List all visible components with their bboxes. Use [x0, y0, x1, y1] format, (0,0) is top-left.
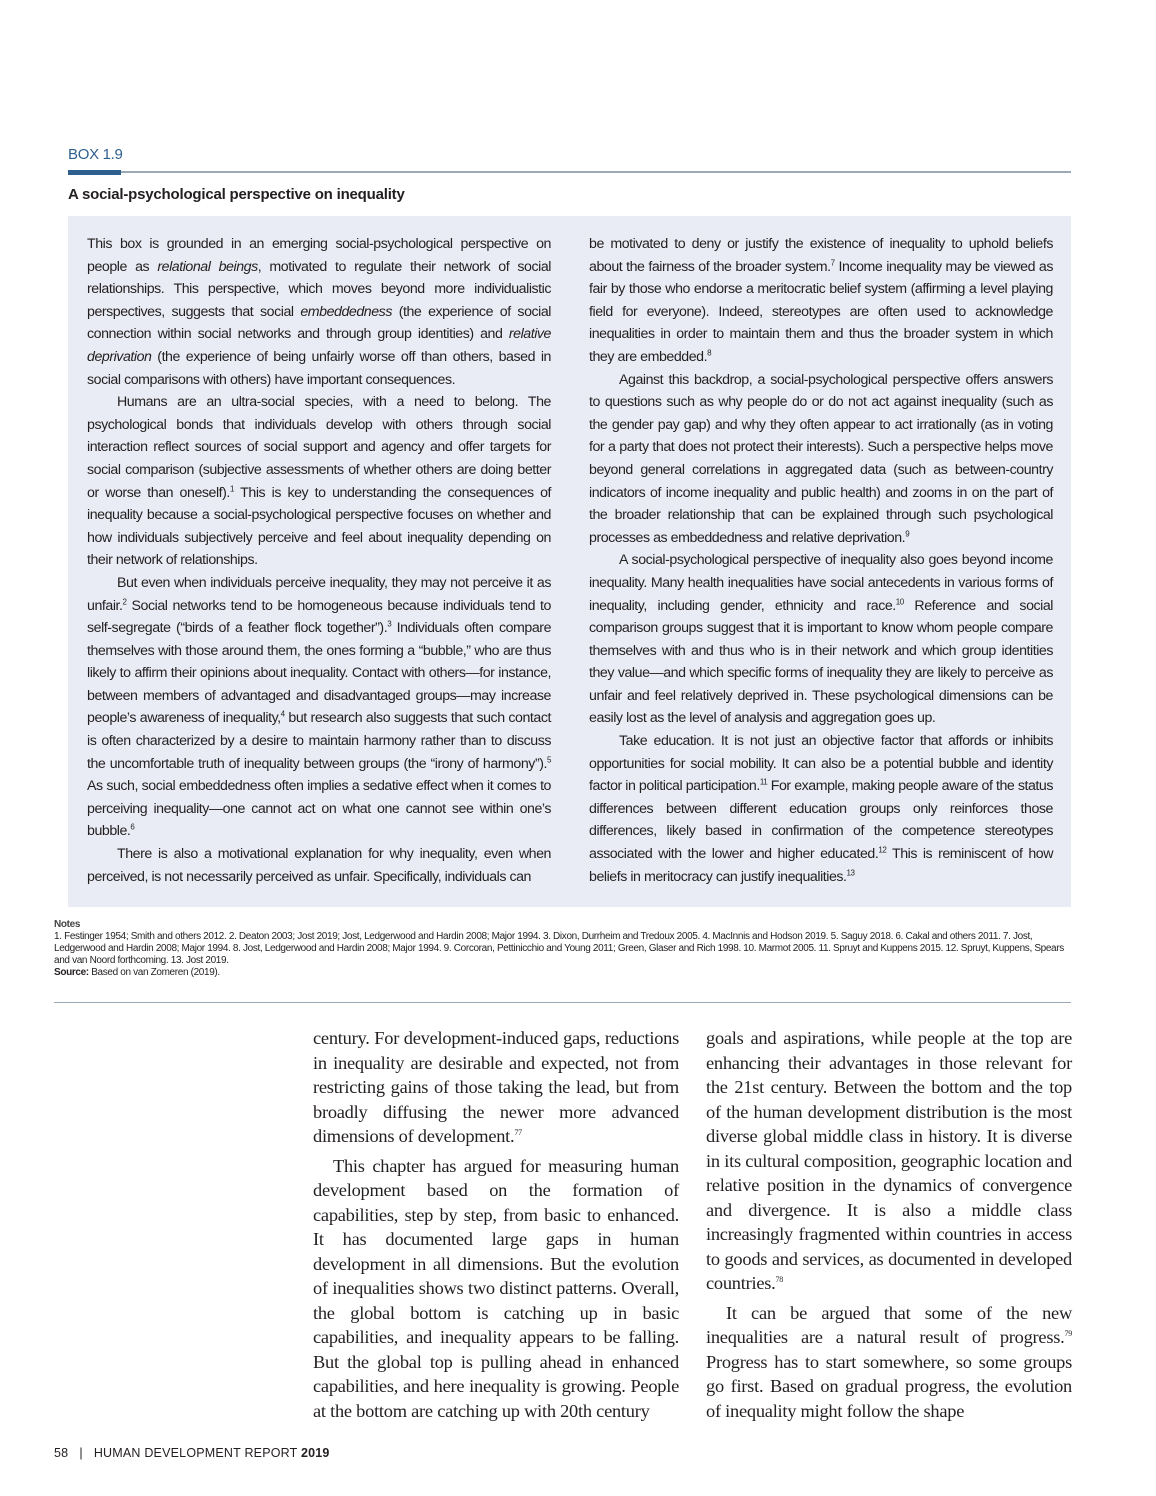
notes-heading: Notes	[54, 919, 81, 930]
body-column-left	[313, 1026, 679, 1423]
text-run: This box is grounded in an emerging social-psychological perspective on people as	[87, 236, 551, 275]
notes-rule	[54, 1002, 1071, 1003]
footnote-ref: 10	[895, 596, 904, 606]
paragraph	[87, 233, 551, 391]
footnote-ref: 77	[514, 1127, 522, 1137]
footnote-ref: 1	[229, 483, 234, 493]
text-run: Income inequality may be viewed as fair by those who endorse a meritocratic belief system (affirming a level playing field for everyone). Indeed, stereotypes are often used to acknowledge inequalities in order to maintain them and thus the broader system in which they are embedded.	[589, 258, 1053, 365]
text-run: relational beings	[157, 258, 258, 275]
text-run: This is key to understanding the consequences of inequality because a social-psychological perspective focuses on whether and how individuals subjectively perceive and feel about inequality depending on their network of relationships.	[87, 484, 551, 569]
paragraph	[706, 1301, 1072, 1424]
footnote-ref: 79	[1064, 1328, 1072, 1338]
box-rule	[68, 171, 1071, 173]
paragraph	[313, 1154, 679, 1424]
text-run: , motivated to regulate their network of social relationships. This perspective, which moves beyond more individualistic perspectives, suggests that social	[87, 258, 551, 320]
footnote-ref: 11	[759, 777, 768, 787]
footnote-ref: 5	[547, 754, 551, 764]
source-text: Based on van Zomeren (2019).	[88, 967, 220, 978]
footnote-ref: 4	[280, 709, 285, 719]
text-run: This is reminiscent of how beliefs in meritocracy can justify inequalities.	[589, 846, 1054, 885]
text-run: Reference and social comparison groups suggest that it is important to know whom people compare themselves with and thus who is in their network and which group identities they value—and which specific forms of inequality they are likely to perceive as unfair and feel relatively deprived in. These psychological dimensions can be easily lost as the level of analysis and aggregation goes up.	[589, 597, 1053, 727]
box-rule-accent	[68, 170, 121, 175]
page-footer	[54, 1446, 330, 1460]
text-run: century. For development-induced gaps, reductions in inequality are desirable and expected, not from restricting gains of those taking the lead, but from broadly diffusing the newer more advanced dimensions of development.	[313, 1028, 679, 1146]
box-title: A social-psychological perspective on inequality	[68, 186, 405, 203]
text-run: but research also suggests that such contact is often characterized by a desire to maintain harmony rather than to discuss the uncomfortable truth of inequality between groups (the “irony of harmony”).	[87, 710, 551, 772]
notes-source	[54, 967, 1074, 979]
box-column-right	[589, 233, 1053, 888]
text-run: For example, making people aware of the status differences between different education groups only reinforces those differences, likely based in confirmation of the competence stereotypes associated with the lower and higher educated.	[589, 778, 1053, 863]
text-run: Individuals often compare themselves with those around them, the ones forming a “bubble,” who are thus likely to affirm their opinions about inequality. Contact with others—for instance, between members of advantaged and disadvantaged groups—may increase people’s awareness of inequality,	[87, 620, 552, 727]
text-run: There is also a motivational explanation for why inequality, even when perceived, is not necessarily perceived as unfair. Specifically, individuals can	[87, 846, 551, 885]
text-run: But even when individuals perceive inequality, they may not perceive it as unfair.	[87, 574, 551, 614]
paragraph	[589, 549, 1053, 730]
box-column-left	[87, 233, 551, 888]
text-run: As such, social embeddedness often implies a sedative effect when it comes to perceiving inequality—one cannot act on what one cannot see within one’s bubble.	[87, 778, 551, 840]
paragraph	[589, 730, 1053, 888]
paragraph	[87, 843, 551, 888]
text-run: Take education. It is not just an objective factor that affords or inhibits opportunities for social mobility. It can also be a potential bubble and identity factor in political participation.	[589, 733, 1053, 795]
report-year: 2019	[300, 1446, 330, 1460]
text-run: It can be argued that some of the new inequalities are a natural result of progress.	[706, 1302, 1072, 1347]
text-run: (the experience of being unfairly worse off than others, based in social comparisons with others) have important consequences.	[87, 348, 551, 388]
text-run: A social-psychological perspective of inequality also goes beyond income inequality. Many health inequalities have social antecedents in various forms of inequality, including gender, ethnicity and race.	[589, 552, 1053, 614]
footnote-ref: 78	[775, 1274, 784, 1284]
paragraph	[313, 1026, 679, 1149]
footer-separator: |	[79, 1446, 83, 1460]
footnote-ref: 3	[387, 619, 392, 629]
report-name: HUMAN DEVELOPMENT REPORT	[93, 1446, 298, 1460]
text-run: (the experience of social connection within social networks and through group identities) and	[87, 303, 552, 343]
paragraph	[87, 572, 551, 843]
footnote-ref: 13	[846, 867, 855, 877]
text-run: Against this backdrop, a social-psychological perspective offers answers to questions such as why people do or do not act against inequality (such as the gender pay gap) and why they often appear to act irrationally (as in voting for a party that does not protect their interests). Such a perspective helps move beyond general correlations in aggregated data (such as between-country indicators of income inequality and public health) and zooms in on the part of the broader relationship that can be explained through such psychological processes as embeddedness and relative deprivation.	[589, 371, 1053, 546]
source-label: Source:	[54, 967, 89, 978]
text-run: goals and aspirations, while people at the top are enhancing their advantages in those relevant for the 21st century. Between the bottom and the top of the human development distribution is the most diverse global middle class in history. It is diverse in its cultural composition, geographic location and relative position in the dynamics of convergence and divergence. It is also a middle class increasingly fragmented within countries in access to goods and services, as documented in developed countries.	[706, 1028, 1072, 1293]
page-number: 58	[54, 1446, 69, 1460]
text-run: Social networks tend to be homogeneous because individuals tend to self-segregate (“birds of a feather flock together”).	[87, 597, 551, 637]
footnote-ref: 7	[830, 257, 835, 267]
text-run: This chapter has argued for measuring human development based on the formation of capabilities, step by step, from basic to enhanced. It has documented large gaps in human development in all dimensions. But the evolution of inequalities shows two distinct patterns. Overall, the global bottom is catching up in basic capabilities, and inequality appears to be falling. But the global top is pulling ahead in enhanced capabilities, and here inequality is growing. People at the bottom are catching up with 20th century	[313, 1155, 679, 1421]
body-column-right	[706, 1026, 1072, 1423]
footnote-ref: 6	[130, 822, 135, 832]
footnote-ref: 2	[122, 596, 127, 606]
text-run: embeddedness	[300, 303, 392, 320]
text-run: Humans are an ultra-social species, with a need to belong. The psychological bonds that individuals develop with others through social interaction reflect sources of social support and agency and offer targets for social comparison (subjective assessments of whether others are doing better or worse than oneself).	[87, 394, 551, 501]
text-run: be motivated to deny or justify the existence of inequality to uphold beliefs about the fairness of the broader system.	[589, 236, 1053, 275]
paragraph	[87, 391, 551, 572]
footnote-ref: 12	[878, 845, 887, 855]
box-notes	[54, 919, 1074, 979]
paragraph	[589, 369, 1053, 550]
footnote-ref: 8	[707, 348, 712, 358]
footnote-ref: 9	[905, 528, 910, 538]
paragraph	[589, 233, 1053, 369]
notes-text: 1. Festinger 1954; Smith and others 2012. 2. Deaton 2003; Jost 2019; Jost, Ledgerwood and Hardin 2008; Major 1994. 3. Dixon, Durrheim and Tredoux 2005. 4. MacInnis and Hodson 2019. 5. Saguy 2018. 6. Cakal and others 2011. 7. Jost, Ledgerwood and Hardin 2008; Major 1994. 8. Jost, Ledgerwood and Hardin 2008; Major 1994. 9. Corcoran, Pettinicchio and Young 2011; Green, Glaser and Rich 1998. 10. Marmot 2005. 11. Spruyt and Kuppens 2015. 12. Spruyt, Kuppens, Spears and van Noord forthcoming. 13. Jost 2019.	[54, 931, 1064, 966]
paragraph	[706, 1026, 1072, 1296]
text-run: Progress has to start somewhere, so some groups go first. Based on gradual progress, the evolution of inequality might follow the shape	[706, 1351, 1072, 1421]
box-label: BOX 1.9	[68, 146, 123, 163]
text-run: relative deprivation	[87, 326, 551, 365]
